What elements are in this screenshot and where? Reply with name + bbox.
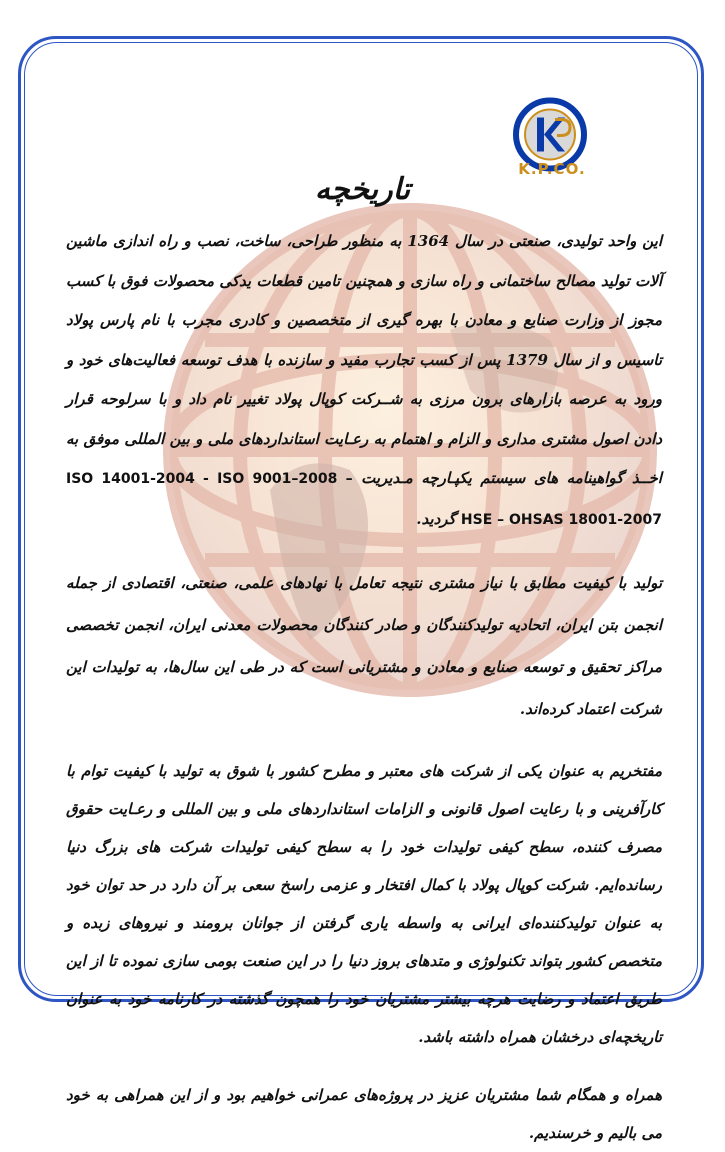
iso-standards: ISO 14001-2004 - ISO 9001–2008 – xyxy=(66,471,353,487)
page-title: تاریخچه xyxy=(314,172,411,207)
history-body xyxy=(66,222,662,1152)
history-paragraph-4: همراه و همگام شما مشتریان عزیز در پروژه‌های عمرانی خواهیم بود و از این همراهی به خود می بالیم و خرسندیم. xyxy=(66,1086,662,1142)
history-paragraph-3: مفتخریم به عنوان یکی از شرکت های معتبر و مطرح کشور با شوق به تولید با کیفیت توام با کارآفرینی و با رعایت اصول قانونی و الزامات استانداردهای ملی و بین المللی و رعـایت حقوق مصرف کننده، سطح کیفی تولیدات خود را به سطح کیفی تولیدات شرکت های بزرگ دنیا رسانده‌ایم. شرکت کوپال پولاد با کمال افتخار و عزمی راسخ سعی بر آن دارد در حد توان خود به عنوان تولیدکننده‌ای ایرانی به واسطه یاری گرفتن از جوانان برومند و نیروهای زبده و متخصص کشور بتواند تکنولوژی و متدهای بروز دنیا را در این صنعت بومی سازی نموده تا از این طریق اعتماد و رضایت هرچه بیشتر مشتریان خود را همچون گذشته در کارنامه خود به عنوان تاریخچه‌ای درخشان همراه داشته باشد. xyxy=(66,762,662,1046)
company-abbreviation: K.P.CO. xyxy=(518,160,586,178)
history-paragraph-1 xyxy=(66,222,662,540)
hse-standard: HSE – OHSAS 18001-2007 xyxy=(460,511,662,528)
paragraph-1-end: گردید. xyxy=(416,509,456,528)
paragraph-1-text: این واحد تولیدی، صنعتی در سال 1364 به منظور طراحی، ساخت، نصب و راه اندازی ماشین آلات تولید مصالح ساختمانی و راه سازی و همچنین تامین قطعات یدکی محصولات فوق با کسب مجوز از وزارت صنایع و معادن با بهره گیری از متخصصین و کادری مجرب با نام پارس پولاد تاسیس و از سال 1379 پس از کسب تجارب مفید و سازنده با هدف توسعه فعالیت‌های خود و ورود به عرصه بازارهای برون مرزی به شــرکت کوپال پولاد تغییر نام داد و با سرلوحه قرار دادن اصول مشتری مداری و الزام و اهتمام به رعـایت استانداردهای ملی و بین المللی موفق به اخــذ گواهینامه های سیستم یکپـارچه مـدیریت xyxy=(66,232,663,487)
history-paragraph-2: تولید با کیفیت مطابق با نیاز مشتری نتیجه تعامل با نهادهای علمی، صنعتی، اقتصادی از جمله انجمن بتن ایران، اتحادیه تولیدکنندگان و صادر کنندگان محصولات معدنی ایران، انجمن تخصصی مراکز تحقیق و توسعه صنایع و معادن و مشتریانی است که در طی این سال‌ها، به تولیدات این شرکت اعتماد کرده‌اند. xyxy=(66,574,662,718)
